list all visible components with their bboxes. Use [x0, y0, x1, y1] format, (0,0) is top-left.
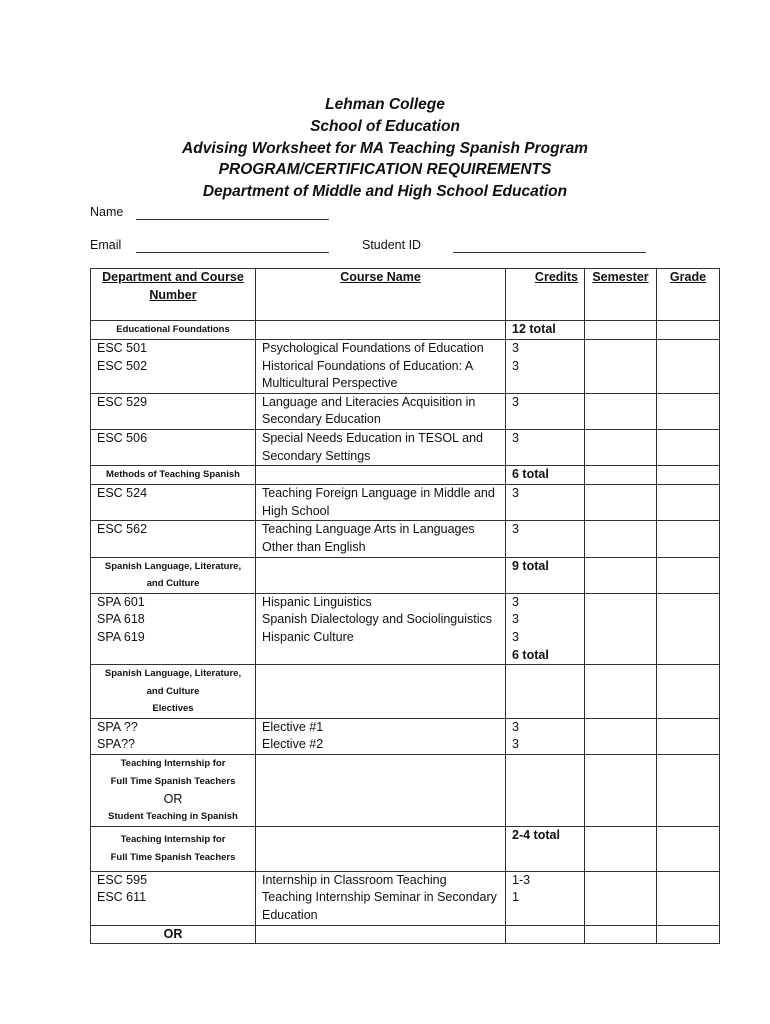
- section-label: Teaching Internship for Full Time Spanish Teachers OR Student Teaching in Spanish: [91, 755, 256, 827]
- grade-cell[interactable]: [657, 826, 720, 871]
- section-row: [91, 826, 720, 871]
- section-total: 6 total: [512, 647, 549, 662]
- course-credits: 1-3 1: [506, 871, 585, 925]
- semester-cell[interactable]: [585, 485, 657, 521]
- or-separator: OR: [91, 925, 256, 944]
- grade-cell[interactable]: [657, 755, 720, 827]
- grade-cell[interactable]: [657, 871, 720, 925]
- semester-cell[interactable]: [585, 393, 657, 429]
- semester-cell[interactable]: [585, 925, 657, 944]
- semester-header: Semester: [585, 269, 657, 321]
- course-name: Special Needs Education in TESOL and Secondary Settings: [256, 429, 506, 465]
- course-name: Teaching Language Arts in Languages Other than English: [256, 521, 506, 557]
- department-name: Department of Middle and High School Education: [202, 183, 568, 201]
- course-credits: 3 3: [506, 340, 585, 394]
- requirements-table: [90, 268, 720, 944]
- table-row: [91, 393, 720, 429]
- school-name: School of Education: [310, 117, 460, 135]
- semester-cell[interactable]: [585, 340, 657, 394]
- course-code: ESC 595 ESC 611: [91, 871, 256, 925]
- table-row: [91, 429, 720, 465]
- name-field[interactable]: [136, 219, 329, 220]
- grade-cell[interactable]: [657, 718, 720, 754]
- section-row: [91, 557, 720, 593]
- grade-cell[interactable]: [657, 557, 720, 593]
- section-label: Teaching Internship for Full Time Spanish Teachers: [91, 826, 256, 871]
- semester-cell[interactable]: [585, 826, 657, 871]
- semester-cell[interactable]: [585, 466, 657, 485]
- grade-cell[interactable]: [657, 429, 720, 465]
- course-code: SPA 601 SPA 618 SPA 619: [91, 593, 256, 664]
- table-row: [91, 718, 720, 754]
- semester-cell[interactable]: [585, 718, 657, 754]
- grade-cell[interactable]: [657, 393, 720, 429]
- worksheet-title: Advising Worksheet for MA Teaching Spanish Program: [182, 139, 588, 157]
- course-code: ESC 524: [91, 485, 256, 521]
- or-separator: OR: [163, 792, 183, 807]
- course-code: ESC 529: [91, 393, 256, 429]
- email-label: Email: [90, 238, 122, 252]
- course-code: SPA ?? SPA??: [91, 718, 256, 754]
- table-row: [91, 593, 720, 664]
- semester-cell[interactable]: [585, 871, 657, 925]
- semester-cell[interactable]: [585, 665, 657, 719]
- name-label: Name: [90, 205, 124, 219]
- course-code: ESC 506: [91, 429, 256, 465]
- section-label: Spanish Language, Literature, and Culture Electives: [91, 665, 256, 719]
- grade-header: Grade: [657, 269, 720, 321]
- course-name: Internship in Classroom Teaching Teaching Internship Seminar in Secondary Education: [256, 871, 506, 925]
- semester-cell[interactable]: [585, 557, 657, 593]
- grade-cell[interactable]: [657, 466, 720, 485]
- semester-cell[interactable]: [585, 593, 657, 664]
- credits-header: Credits: [506, 269, 585, 321]
- document-header: [0, 94, 770, 203]
- section-label: Educational Foundations: [91, 321, 256, 340]
- section-row: [91, 321, 720, 340]
- course-credits: 3 3 3 6 total: [506, 593, 585, 664]
- section-total: 9 total: [506, 557, 585, 593]
- dept-header: Department and Course Number: [91, 269, 256, 321]
- course-name: Psychological Foundations of Education Historical Foundations of Education: A Multicultural Perspective: [256, 340, 506, 394]
- course-name: Language and Literacies Acquisition in Secondary Education: [256, 393, 506, 429]
- course-credits: 3: [506, 393, 585, 429]
- section-total: 12 total: [506, 321, 585, 340]
- requirements-title: PROGRAM/CERTIFICATION REQUIREMENTS: [218, 161, 552, 179]
- grade-cell[interactable]: [657, 925, 720, 944]
- grade-cell[interactable]: [657, 485, 720, 521]
- course-credits: 3: [506, 429, 585, 465]
- section-total: 2-4 total: [506, 826, 585, 871]
- semester-cell[interactable]: [585, 521, 657, 557]
- table-row: [91, 340, 720, 394]
- section-row: [91, 665, 720, 719]
- grade-cell[interactable]: [657, 521, 720, 557]
- course-name: Teaching Foreign Language in Middle and High School: [256, 485, 506, 521]
- grade-cell[interactable]: [657, 665, 720, 719]
- table-row: [91, 871, 720, 925]
- semester-cell[interactable]: [585, 429, 657, 465]
- section-row: [91, 925, 720, 944]
- section-label: Methods of Teaching Spanish: [91, 466, 256, 485]
- section-row: [91, 755, 720, 827]
- section-total: 6 total: [506, 466, 585, 485]
- student-id-field[interactable]: [453, 252, 646, 253]
- student-id-label: Student ID: [362, 238, 422, 252]
- course-name: Elective #1 Elective #2: [256, 718, 506, 754]
- course-code: ESC 562: [91, 521, 256, 557]
- grade-cell[interactable]: [657, 593, 720, 664]
- course-credits: 3 3: [506, 718, 585, 754]
- section-label: Spanish Language, Literature, and Culture: [91, 557, 256, 593]
- section-row: [91, 466, 720, 485]
- table-row: [91, 521, 720, 557]
- semester-cell[interactable]: [585, 321, 657, 340]
- email-field[interactable]: [136, 252, 329, 253]
- course-header: Course Name: [256, 269, 506, 321]
- course-code: ESC 501 ESC 502: [91, 340, 256, 394]
- course-credits: 3: [506, 485, 585, 521]
- college-name: Lehman College: [325, 96, 445, 113]
- grade-cell[interactable]: [657, 340, 720, 394]
- course-name: Hispanic Linguistics Spanish Dialectology and Sociolinguistics Hispanic Culture: [256, 593, 506, 664]
- semester-cell[interactable]: [585, 755, 657, 827]
- grade-cell[interactable]: [657, 321, 720, 340]
- course-credits: 3: [506, 521, 585, 557]
- table-header-row: [91, 269, 720, 321]
- table-row: [91, 485, 720, 521]
